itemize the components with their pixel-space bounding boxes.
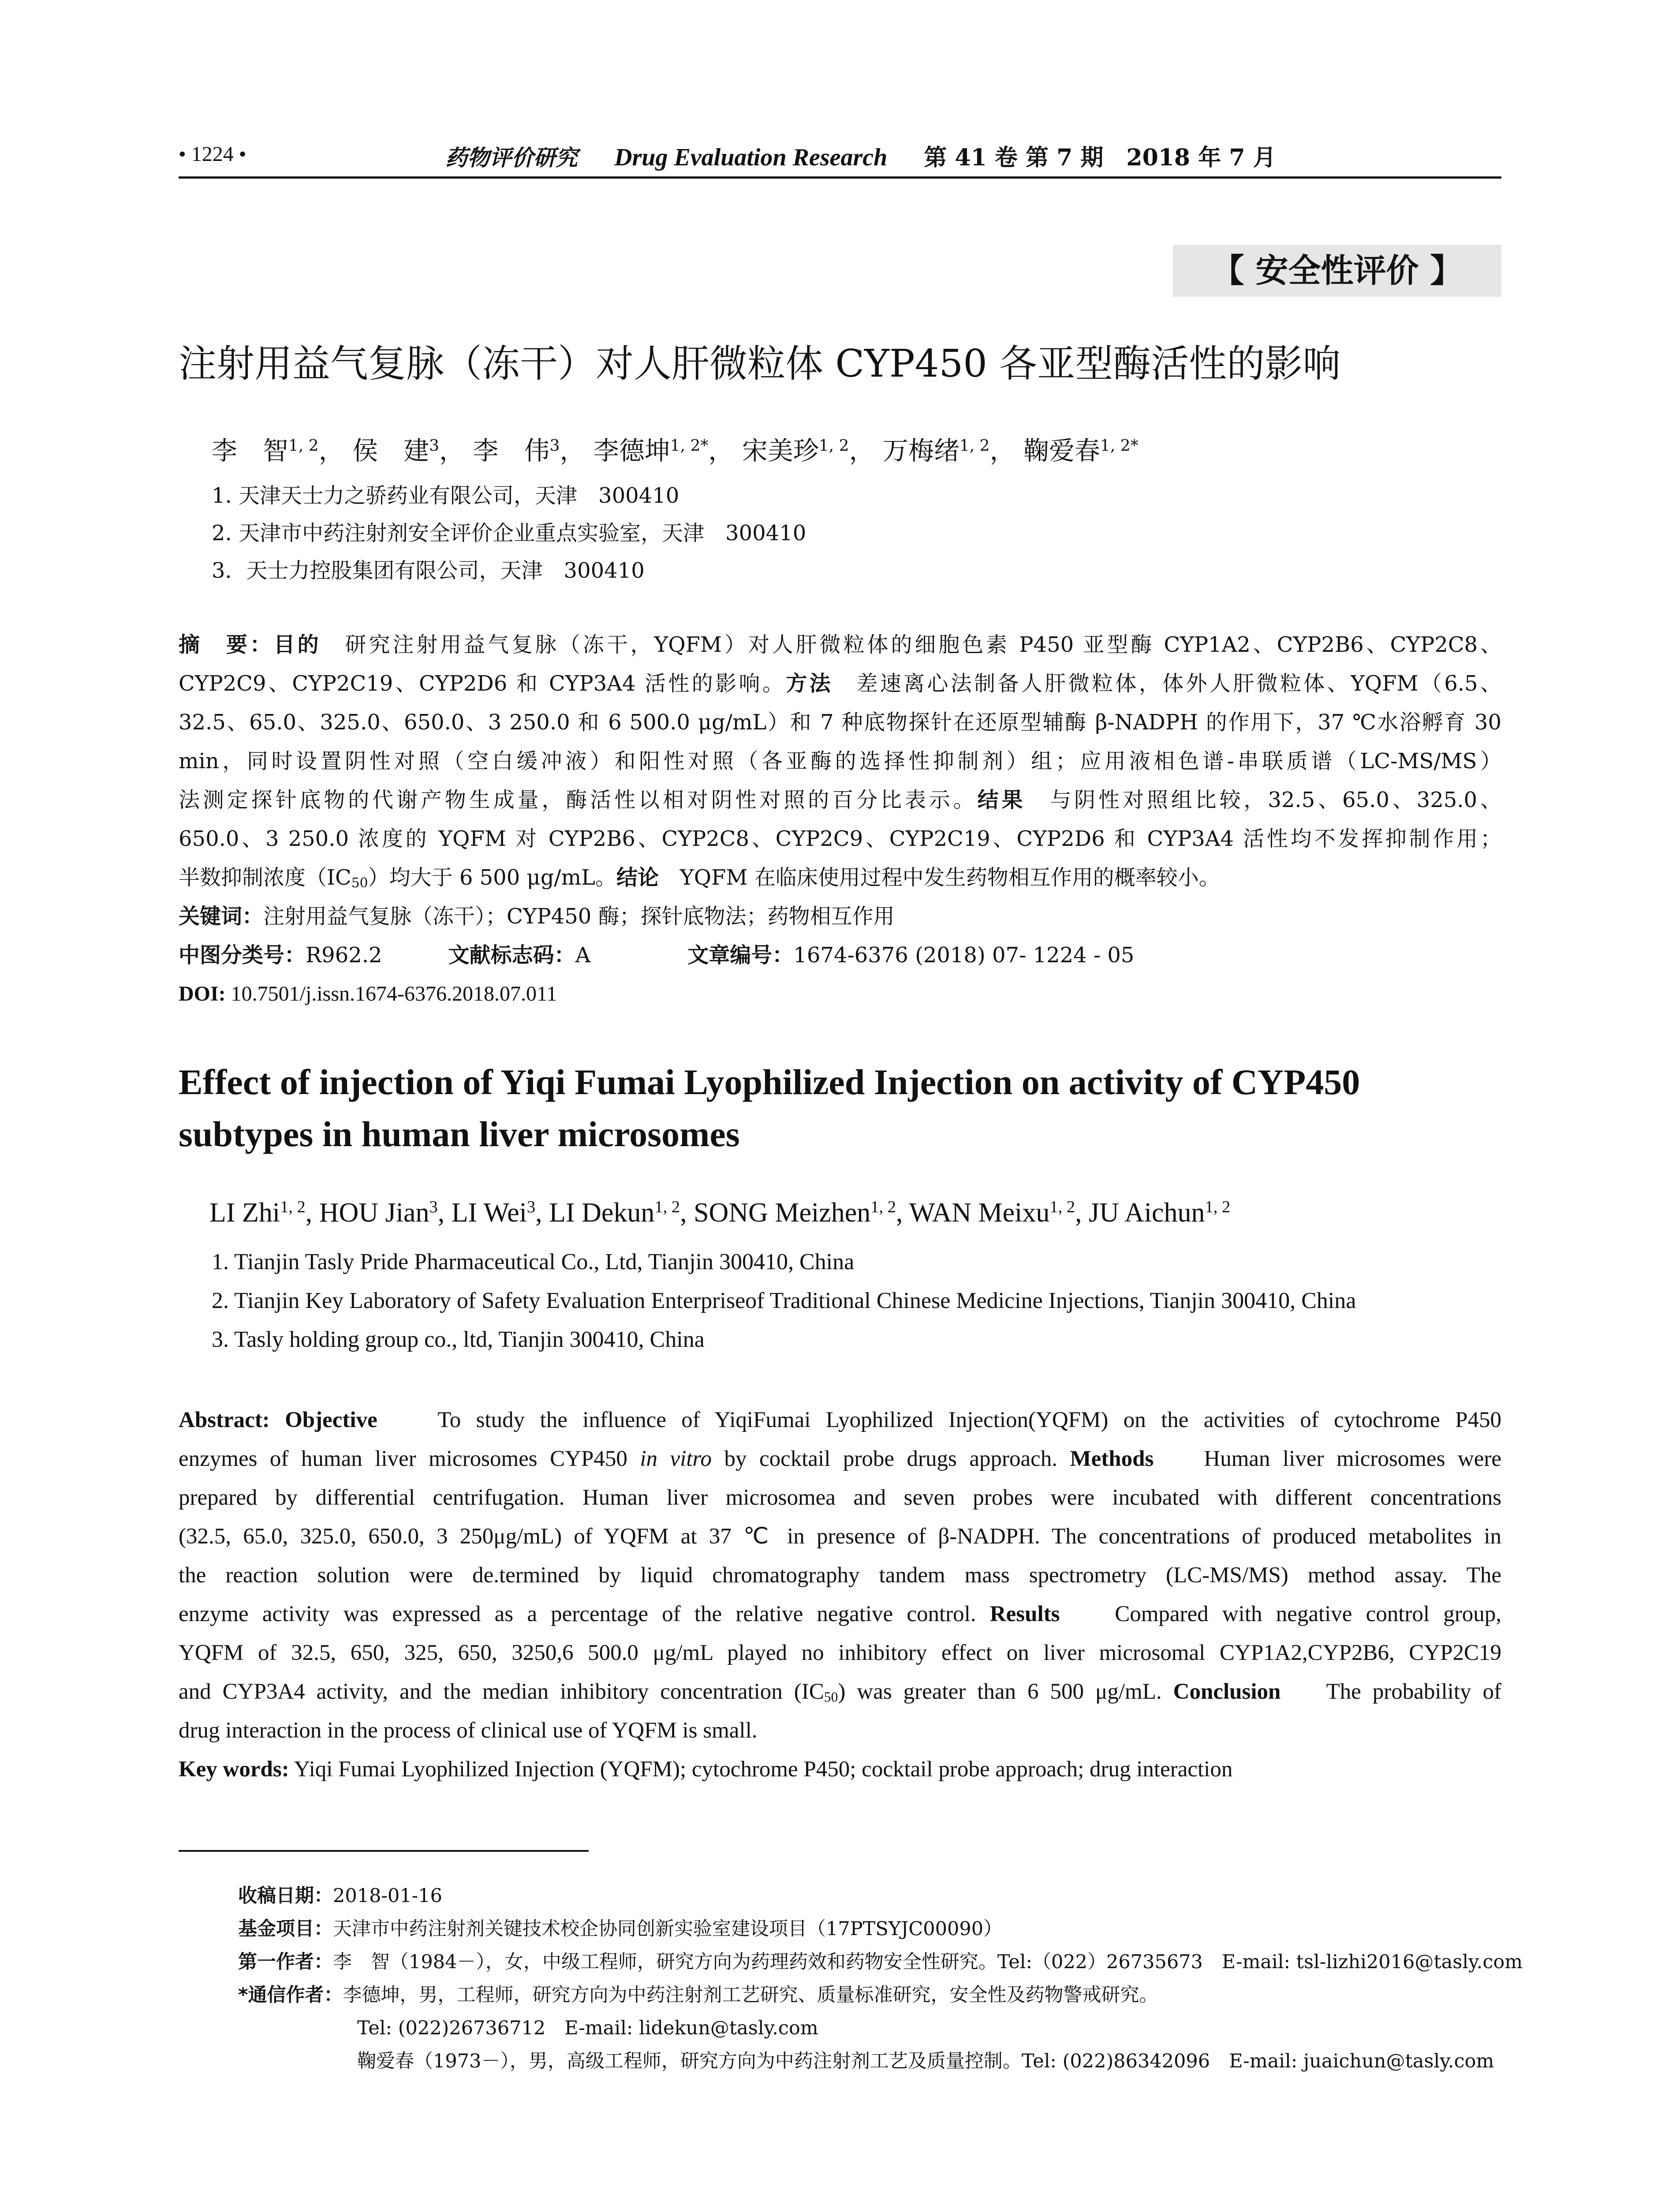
cn-abstract-line: 法测定探针底物的代谢产物生成量，酶活性以相对阴性对照的百分比表示。结果 与阴性对照组比较，32.5、65.0、325.0、: [179, 788, 1501, 812]
cn-keywords: 关键词：注射用益气复脉（冻干）；CYP450 酶；探针底物法；药物相互作用: [179, 904, 895, 929]
en-abstract-line: YQFM of 32.5, 650, 325, 650, 3250,6 500.0 μg/mL played no inhibitory effect on liver microsomal CYP1A2,CYP2B6, CYP2C19: [179, 1641, 1501, 1665]
footnote-received: 收稿日期：2018-01-16: [238, 1885, 442, 1907]
author-name: 侯 建: [352, 436, 429, 466]
footnote-rule: [179, 1850, 589, 1852]
en-authors: LI Zhi$^{1, 2}$, HOU Jian$^3$, LI Wei$^3$, LI Dekun$^{1, 2}$, SONG Meizhen$^{1, 2}$, WAN Meixu$^{1, 2}$, JU Aichun$^{1, 2}$: [209, 1197, 1231, 1228]
cn-abstract-line: 半数抑制浓度$(IC_{50})$均大于 6 500 μg/mL。结论 YQFM 在临床使用过程中发生药物相互作用的概率较小。: [179, 865, 1220, 891]
cn-abstract-line: 650.0、3 250.0 浓度的 YQFM 对 CYP2B6、CYP2C8、CYP2C9、CYP2C19、CYP2D6 和 CYP3A4 活性均不发挥抑制作用；: [179, 826, 1501, 851]
cn-abstract-line: 32.5、65.0、325.0、650.0、3 250.0 和 6 500.0 μg/mL）和 7 种底物探针在还原型辅酶 β-NADPH 的作用下，37 ℃水浴孵育 30: [179, 710, 1501, 735]
footnote-corresponding-contact: Tel: (022)26736712 E-mail: lidekun@tasly.com: [357, 2017, 818, 2039]
en-abstract-line: Abstract: Objective To study the influence of YiqiFumai Lyophilized Injection(YQFM) on the activities of cytochrome P450: [179, 1408, 1501, 1432]
journal-name-en: Drug Evaluation Research: [614, 144, 888, 171]
footnote-fund: 基金项目：天津市中药注射剂关键技术校企协同创新实验室建设项目（17PTSYJC00090）: [238, 1918, 1003, 1940]
running-header: [445, 139, 1276, 172]
cn-abstract-line: min，同时设置阴性对照（空白缓冲液）和阳性对照（各亚酶的选择性抑制剂）组；应用液相色谱-串联质谱（LC-MS/MS）: [179, 749, 1501, 774]
en-affiliation: 1. Tianjin Tasly Pride Pharmaceutical Co., Ltd, Tianjin 300410, China: [212, 1249, 855, 1274]
author-name: 李 伟: [473, 436, 550, 466]
author-name: 宋美珍: [742, 436, 819, 466]
cn-title: 注射用益气复脉（冻干）对人肝微粒体 CYP450 各亚型酶活性的影响: [179, 342, 1341, 386]
footnote-corresponding-2: 鞠爱春（1973－），男，高级工程师，研究方向为中药注射剂工艺及质量控制。Tel: (022)86342096 E-mail: juaichun@tasly.com: [357, 2050, 1494, 2072]
author-name: 李德坤: [593, 436, 670, 466]
cn-affiliation: 1. 天津天士力之骄药业有限公司，天津 300410: [212, 483, 679, 508]
footnote-corresponding: *通信作者：李德坤，男，工程师，研究方向为中药注射剂工艺研究、质量标准研究，安全性及药物警戒研究。: [238, 1984, 1158, 2006]
cn-abstract-line: 摘 要：目的 研究注射用益气复脉（冻干，YQFM）对人肝微粒体的细胞色素 P450 亚型酶 CYP1A2、CYP2B6、CYP2C8、: [179, 632, 1501, 657]
cn-classification: 中图分类号：R962.2 文献标志码：A 文章编号：1674-6376 (2018) 07- 1224 - 05: [179, 943, 1135, 968]
page-number: • 1224 •: [179, 142, 246, 166]
en-abstract-line: and CYP3A4 activity, and the median inhibitory concentration $(IC_{50})$ was greater than 6 500 μg/mL. Conclusion The probability of: [179, 1679, 1501, 1705]
cn-affiliation: 3．天士力控股集团有限公司，天津 300410: [212, 558, 645, 583]
author-name: 李 智: [212, 436, 289, 466]
cn-authors: 李 智$^{1, 2}$， 侯 建$^3$， 李 伟$^3$， 李德坤$^{1, 2*}$， 宋美珍$^{1, 2}$， 万梅绪$^{1, 2}$， 鞠爱春$^{1, 2*}$: [212, 436, 1139, 466]
cn-affiliation: 2. 天津市中药注射剂安全评价企业重点实验室，天津 300410: [212, 521, 806, 546]
en-abstract-line: enzymes of human liver microsomes CYP450 in vitro by cocktail probe drugs approach. Methods Human liver microsomes were: [179, 1446, 1501, 1471]
en-abstract-line: the reaction solution were de.termined by liquid chromatography tandem mass spectrometry (LC-MS/MS) method assay. The: [179, 1563, 1501, 1588]
journal-logo-cn: 药物评价研究: [445, 145, 578, 171]
cn-abstract-line: CYP2C9、CYP2C19、CYP2D6 和 CYP3A4 活性的影响。方法 差速离心法制备人肝微粒体，体外人肝微粒体、YQFM（6.5、: [179, 671, 1501, 696]
en-affiliation: 2. Tianjin Key Laboratory of Safety Evaluation Enterpriseof Traditional Chinese Medicine Injections, Tianjin 300410, China: [212, 1288, 1356, 1313]
header-rule: [179, 176, 1501, 179]
footnote-first-author: 第一作者：李 智（1984－），女，中级工程师，研究方向为药理药效和药物安全性研究。Tel:（022）26735673 E-mail: tsl-lizhi2016@tasly.com: [238, 1951, 1523, 1973]
author-name: 万梅绪: [882, 436, 959, 466]
en-abstract-line: prepared by differential centrifugation. Human liver microsomea and seven probes were incubated with different concentrations: [179, 1485, 1501, 1510]
en-affiliation: 3. Tasly holding group co., ltd, Tianjin 300410, China: [212, 1327, 705, 1352]
en-keywords: Key words: Yiqi Fumai Lyophilized Injection (YQFM); cytochrome P450; cocktail probe approach; drug interaction: [179, 1757, 1233, 1782]
en-abstract-line: drug interaction in the process of clinical use of YQFM is small.: [179, 1718, 758, 1743]
author-name: 鞠爱春: [1023, 436, 1100, 466]
journal-issue: 第 41 卷 第 7 期 2018 年 7 月: [924, 144, 1276, 171]
section-tag: 【 安全性评价 】: [1173, 245, 1501, 297]
en-title: Effect of injection of Yiqi Fumai Lyophilized Injection on activity of CYP450 subtypes in human liver microsomes: [179, 1062, 1360, 1154]
en-abstract-line: (32.5, 65.0, 325.0, 650.0, 3 250μg/mL) of YQFM at 37 ℃ in presence of β-NADPH. The concentrations of produced metabolites in: [179, 1524, 1501, 1549]
doi: DOI: 10.7501/j.issn.1674-6376.2018.07.011: [179, 982, 557, 1005]
en-abstract-line: enzyme activity was expressed as a percentage of the relative negative control. Results Compared with negative control group,: [179, 1602, 1501, 1626]
